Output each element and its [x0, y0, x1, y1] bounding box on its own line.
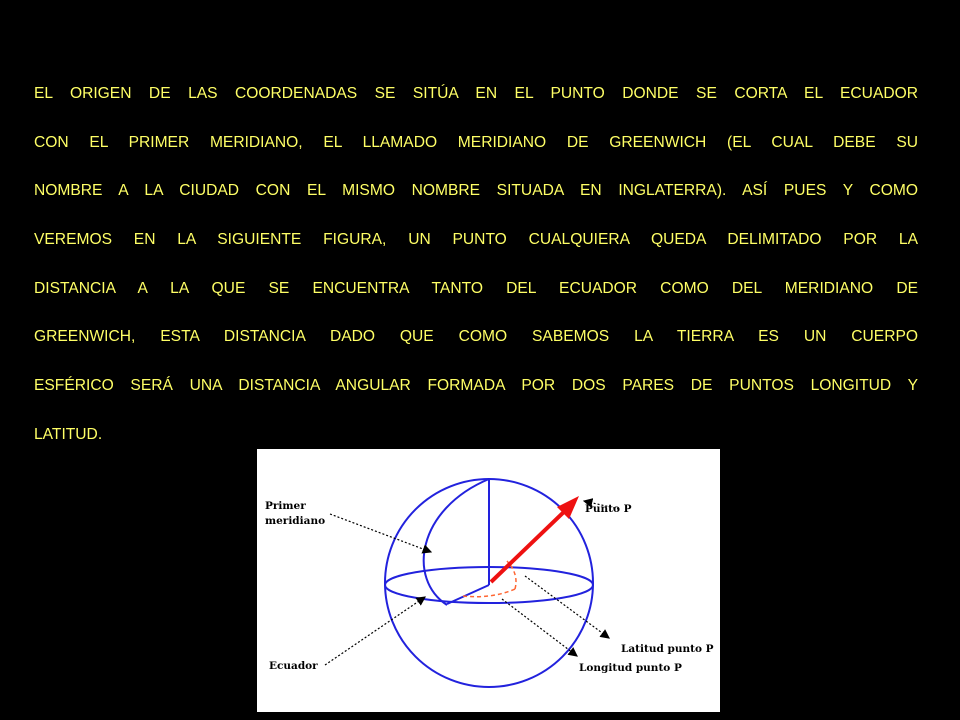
sphere-diagram [257, 449, 720, 712]
meridian-radius [447, 585, 489, 604]
label-latitud: Latitud punto P [621, 643, 714, 655]
pointer-meridiano [330, 514, 431, 552]
paragraph-line: ESFÉRICO SERÁ UNA DISTANCIA ANGULAR FORMADA POR DOS PARES DE PUNTOS LONGITUD Y [34, 377, 918, 395]
paragraph-line: GREENWICH, ESTA DISTANCIA DADO QUE COMO SABEMOS LA TIERRA ES UN CUERPO [34, 328, 918, 346]
paragraph-line: CON EL PRIMER MERIDIANO, EL LLAMADO MERIDIANO DE GREENWICH (EL CUAL DEBE SU [34, 133, 918, 151]
label-primer: Primer [265, 500, 306, 512]
label-punto-p: Punto P [585, 503, 632, 515]
paragraph-line: LATITUD. [34, 425, 103, 443]
pointer-ecuador [325, 597, 425, 665]
prime-meridian-curve [424, 479, 489, 605]
paragraph-line: VEREMOS EN LA SIGUIENTE FIGURA, UN PUNTO CUALQUIERA QUEDA DELIMITADO POR LA [34, 231, 918, 249]
paragraph-line: EL ORIGEN DE LAS COORDENADAS SE SITÚA EN EL PUNTO DONDE SE CORTA EL ECUADOR [34, 85, 918, 102]
pointer-latitud [525, 576, 609, 638]
paragraph-line: NOMBRE A LA CIUDAD CON EL MISMO NOMBRE SITUADA EN INGLATERRA). ASÍ PUES Y COMO [34, 182, 918, 200]
label-ecuador: Ecuador [269, 660, 318, 672]
pointer-longitud [502, 599, 577, 656]
intro-paragraph [34, 70, 918, 460]
paragraph-line: DISTANCIA A LA QUE SE ENCUENTRA TANTO DEL ECUADOR COMO DEL MERIDIANO DE [34, 279, 918, 297]
coordinates-figure [257, 449, 720, 712]
label-meridiano: meridiano [265, 515, 326, 527]
label-longitud: Longitud punto P [579, 662, 682, 674]
